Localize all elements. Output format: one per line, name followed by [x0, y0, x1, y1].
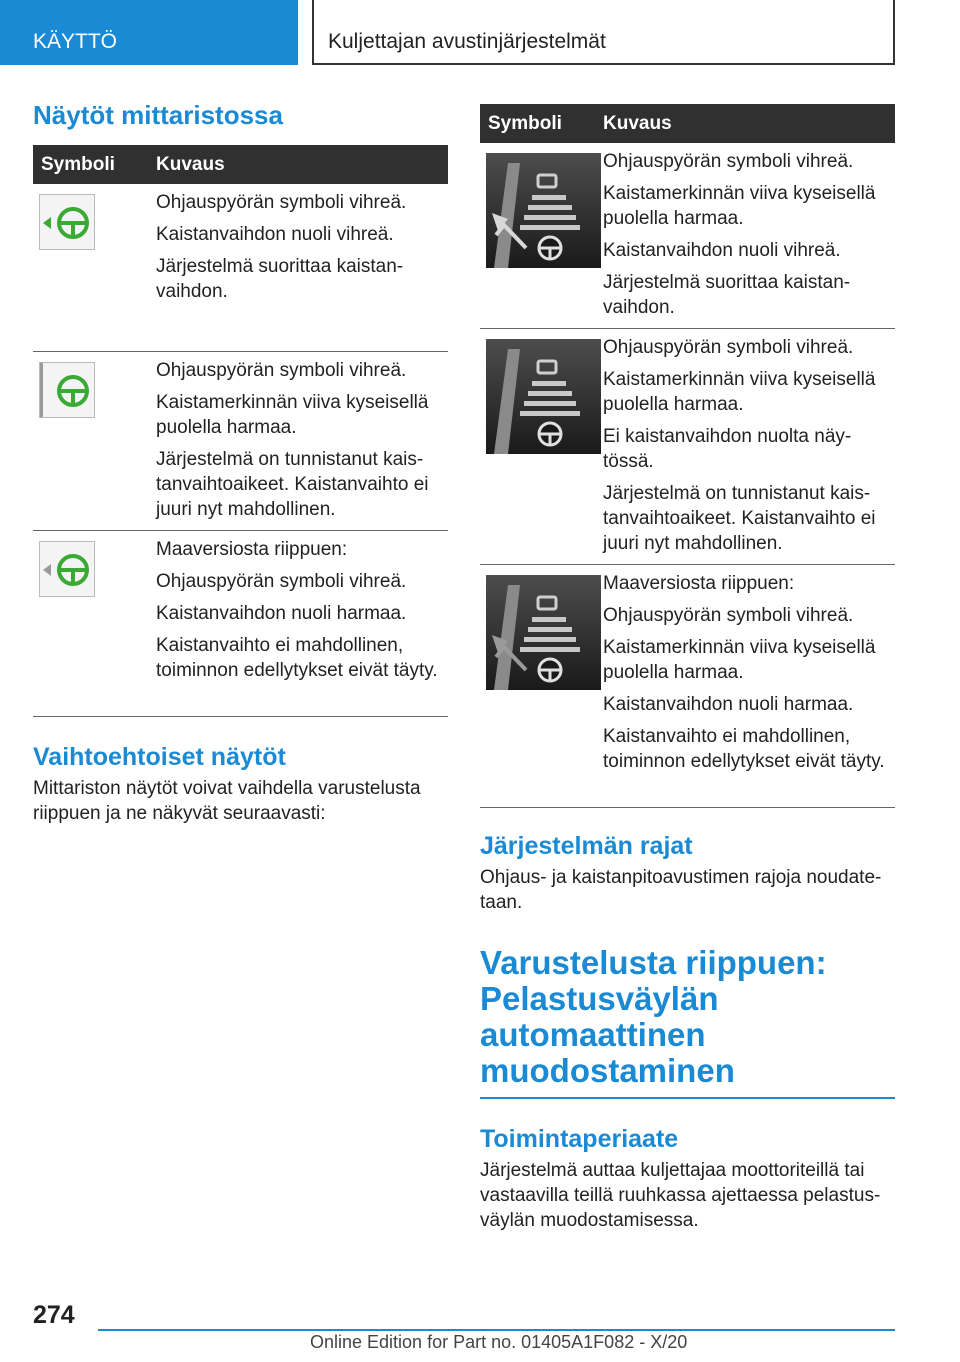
- desc-line: Kaistanvaihdon nuoli harmaa.: [603, 694, 854, 715]
- table-row: [480, 329, 895, 565]
- desc-line: Kaistanvaihdon nuoli harmaa.: [156, 603, 407, 624]
- desc-line: Kaistamerkinnän viiva kyseisellä puolella harmaa.: [603, 369, 876, 415]
- description-cell: [156, 352, 448, 530]
- description-cell: [603, 329, 895, 564]
- cluster-display-lane-marking: [486, 339, 601, 454]
- desc-line: Maaversiosta riippuen:: [156, 539, 348, 560]
- steering-lane-change-active-icon: [39, 194, 95, 250]
- desc-line: Ohjauspyörän symboli vihreä.: [603, 337, 854, 358]
- desc-line: Ei kaistanvaihdon nuolta näy-tössä.: [603, 426, 852, 472]
- table-header: [480, 104, 895, 143]
- limits-heading: Järjestelmän rajat: [480, 832, 693, 860]
- desc-line: Maaversiosta riippuen:: [603, 573, 795, 594]
- description-cell: [156, 531, 448, 716]
- description-cell: [603, 143, 895, 328]
- symbol-cell: [33, 352, 156, 530]
- table-row: [33, 352, 448, 531]
- col-symbol-header: Symboli: [41, 153, 115, 175]
- cluster-display-lane-change-active: [486, 153, 601, 268]
- symbol-table-right: [480, 104, 895, 808]
- symbol-cell: [33, 531, 156, 716]
- desc-line: Ohjauspyörän symboli vihreä.: [603, 605, 854, 626]
- description-cell: [603, 565, 895, 807]
- chapter-title: Kuljettajan avustinjärjestelmät: [312, 0, 895, 65]
- symbol-cell: [33, 184, 156, 351]
- table-row: [480, 143, 895, 329]
- steering-lane-change-unavailable-icon: [39, 541, 95, 597]
- lane-marking-icon: [494, 349, 520, 454]
- description-cell: [156, 184, 448, 351]
- main-section-heading: Varustelusta riippuen: Pelastusväylän automaattinen muodostaminen: [480, 945, 895, 1099]
- vehicle-ahead-icon: [538, 175, 556, 187]
- right-column: [480, 104, 895, 1233]
- principle-text: Järjestelmä auttaa kuljettajaa moottoriteillä tai vastaavilla teillä ruuhkassa ajettaessa pelastus-väylän muodostamisessa.: [480, 1160, 881, 1231]
- desc-line: Ohjauspyörän symboli vihreä.: [156, 360, 407, 381]
- steering-lane-marking-icon: [39, 362, 95, 418]
- section-tab: KÄYTTÖ: [0, 0, 298, 65]
- desc-line: Järjestelmä on tunnistanut kais-tanvaihtoaikeet. Kaistanvaihto ei juuri nyt mahdollinen.: [156, 449, 429, 520]
- desc-line: Kaistamerkinnän viiva kyseisellä puolella harmaa.: [603, 183, 876, 229]
- page-number: 274: [33, 1301, 75, 1329]
- vehicle-ahead-icon: [538, 597, 556, 609]
- table-row: [33, 184, 448, 352]
- alt-displays-text: Mittariston näytöt voivat vaihdella varustelusta riippuen ja ne näkyvät seuraavasti:: [33, 778, 421, 824]
- desc-line: Kaistanvaihdon nuoli vihreä.: [603, 240, 841, 261]
- lane-change-arrow-icon: [43, 564, 51, 576]
- footer-divider: [98, 1329, 895, 1331]
- principle-heading: Toimintaperiaate: [480, 1125, 679, 1153]
- col-description-header: Kuvaus: [603, 112, 672, 134]
- table-header: [33, 145, 448, 184]
- desc-line: Järjestelmä suorittaa kaistan-vaihdon.: [156, 256, 404, 302]
- table-row: [480, 565, 895, 808]
- edition-note: Online Edition for Part no. 01405A1F082 - X/20: [310, 1332, 688, 1352]
- col-symbol-header: Symboli: [488, 112, 562, 134]
- lane-change-arrow-icon: [43, 217, 51, 229]
- limits-text: Ohjaus- ja kaistanpitoavustimen rajoja noudate-taan.: [480, 867, 882, 913]
- desc-line: Ohjauspyörän symboli vihreä.: [156, 571, 407, 592]
- desc-line: Kaistanvaihto ei mahdollinen, toiminnon edellytykset eivät täyty.: [603, 726, 885, 772]
- symbol-cell: [480, 565, 603, 807]
- section-title: Näytöt mittaristossa: [33, 100, 283, 130]
- symbol-cell: [480, 329, 603, 564]
- desc-line: Kaistanvaihto ei mahdollinen, toiminnon edellytykset eivät täyty.: [156, 635, 438, 681]
- cluster-display-lane-change-unavailable: [486, 575, 601, 690]
- desc-line: Ohjauspyörän symboli vihreä.: [156, 192, 407, 213]
- alt-displays-heading: Vaihtoehtoiset näytöt: [33, 743, 286, 771]
- desc-line: Järjestelmä suorittaa kaistan-vaihdon.: [603, 272, 851, 318]
- left-column: [33, 100, 448, 826]
- vehicle-ahead-icon: [538, 361, 556, 373]
- symbol-table-left: [33, 145, 448, 717]
- col-description-header: Kuvaus: [156, 153, 225, 175]
- desc-line: Kaistamerkinnän viiva kyseisellä puolella harmaa.: [603, 637, 876, 683]
- symbol-cell: [480, 143, 603, 328]
- desc-line: Kaistamerkinnän viiva kyseisellä puolella harmaa.: [156, 392, 429, 438]
- table-row: [33, 531, 448, 717]
- desc-line: Järjestelmä on tunnistanut kais-tanvaihtoaikeet. Kaistanvaihto ei juuri nyt mahdollinen.: [603, 483, 876, 554]
- desc-line: Kaistanvaihdon nuoli vihreä.: [156, 224, 394, 245]
- desc-line: Ohjauspyörän symboli vihreä.: [603, 151, 854, 172]
